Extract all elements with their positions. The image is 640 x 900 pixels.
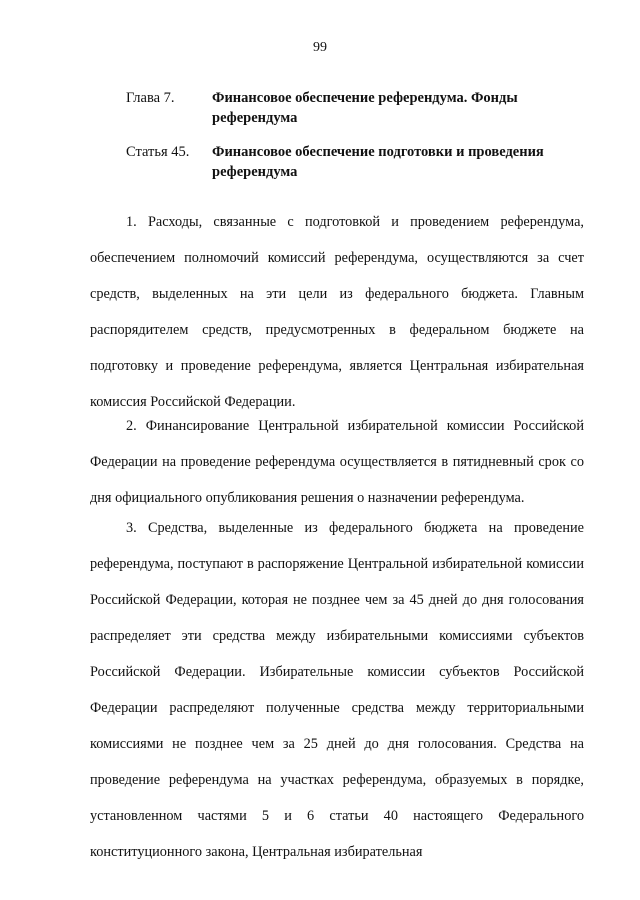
paragraph-2: 2. Финансирование Центральной избирательной комиссии Российской Федерации на проведение референдума осуществляется в пятидневный срок со дня официального опубликования решения о назначении референдума. bbox=[90, 418, 584, 507]
article-label: Статья 45. bbox=[126, 144, 190, 160]
chapter-heading bbox=[126, 88, 586, 128]
article-title: Финансовое обеспечение подготовки и проведения референдума bbox=[212, 144, 544, 180]
page-number: 99 bbox=[313, 40, 327, 55]
article-heading bbox=[126, 142, 586, 182]
paragraph-1: 1. Расходы, связанные с подготовкой и проведением референдума, обеспечением полномочий комиссий референдума, осуществляются за счет средств, выделенных на эти цели из федерального бюджета. Главным распорядителем средств, предусмотренных в федеральном бюджете на подготовку и проведение референдума, является Центральная избирательная комиссия Российской Федерации. bbox=[90, 214, 584, 411]
chapter-label: Глава 7. bbox=[126, 90, 175, 106]
chapter-title: Финансовое обеспечение референдума. Фонды референдума bbox=[212, 90, 518, 126]
paragraph-3: 3. Средства, выделенные из федерального бюджета на проведение референдума, поступают в распоряжение Центральной избирательной комиссии Российской Федерации, которая не позднее чем за 45 дней до дня голосования распределяет эти средства между избирательными комиссиями субъектов Российской Федерации. Избирательные комиссии субъектов Российской Федерации распределяют полученные средства между территориальными комиссиями не позднее чем за 25 дней до дня голосования. Средства на проведение референдума на участках референдума, образуемых в порядке, установленном частями 5 и 6 статьи 40 настоящего Федерального конституционного закона, Центральная избирательная bbox=[90, 520, 584, 861]
